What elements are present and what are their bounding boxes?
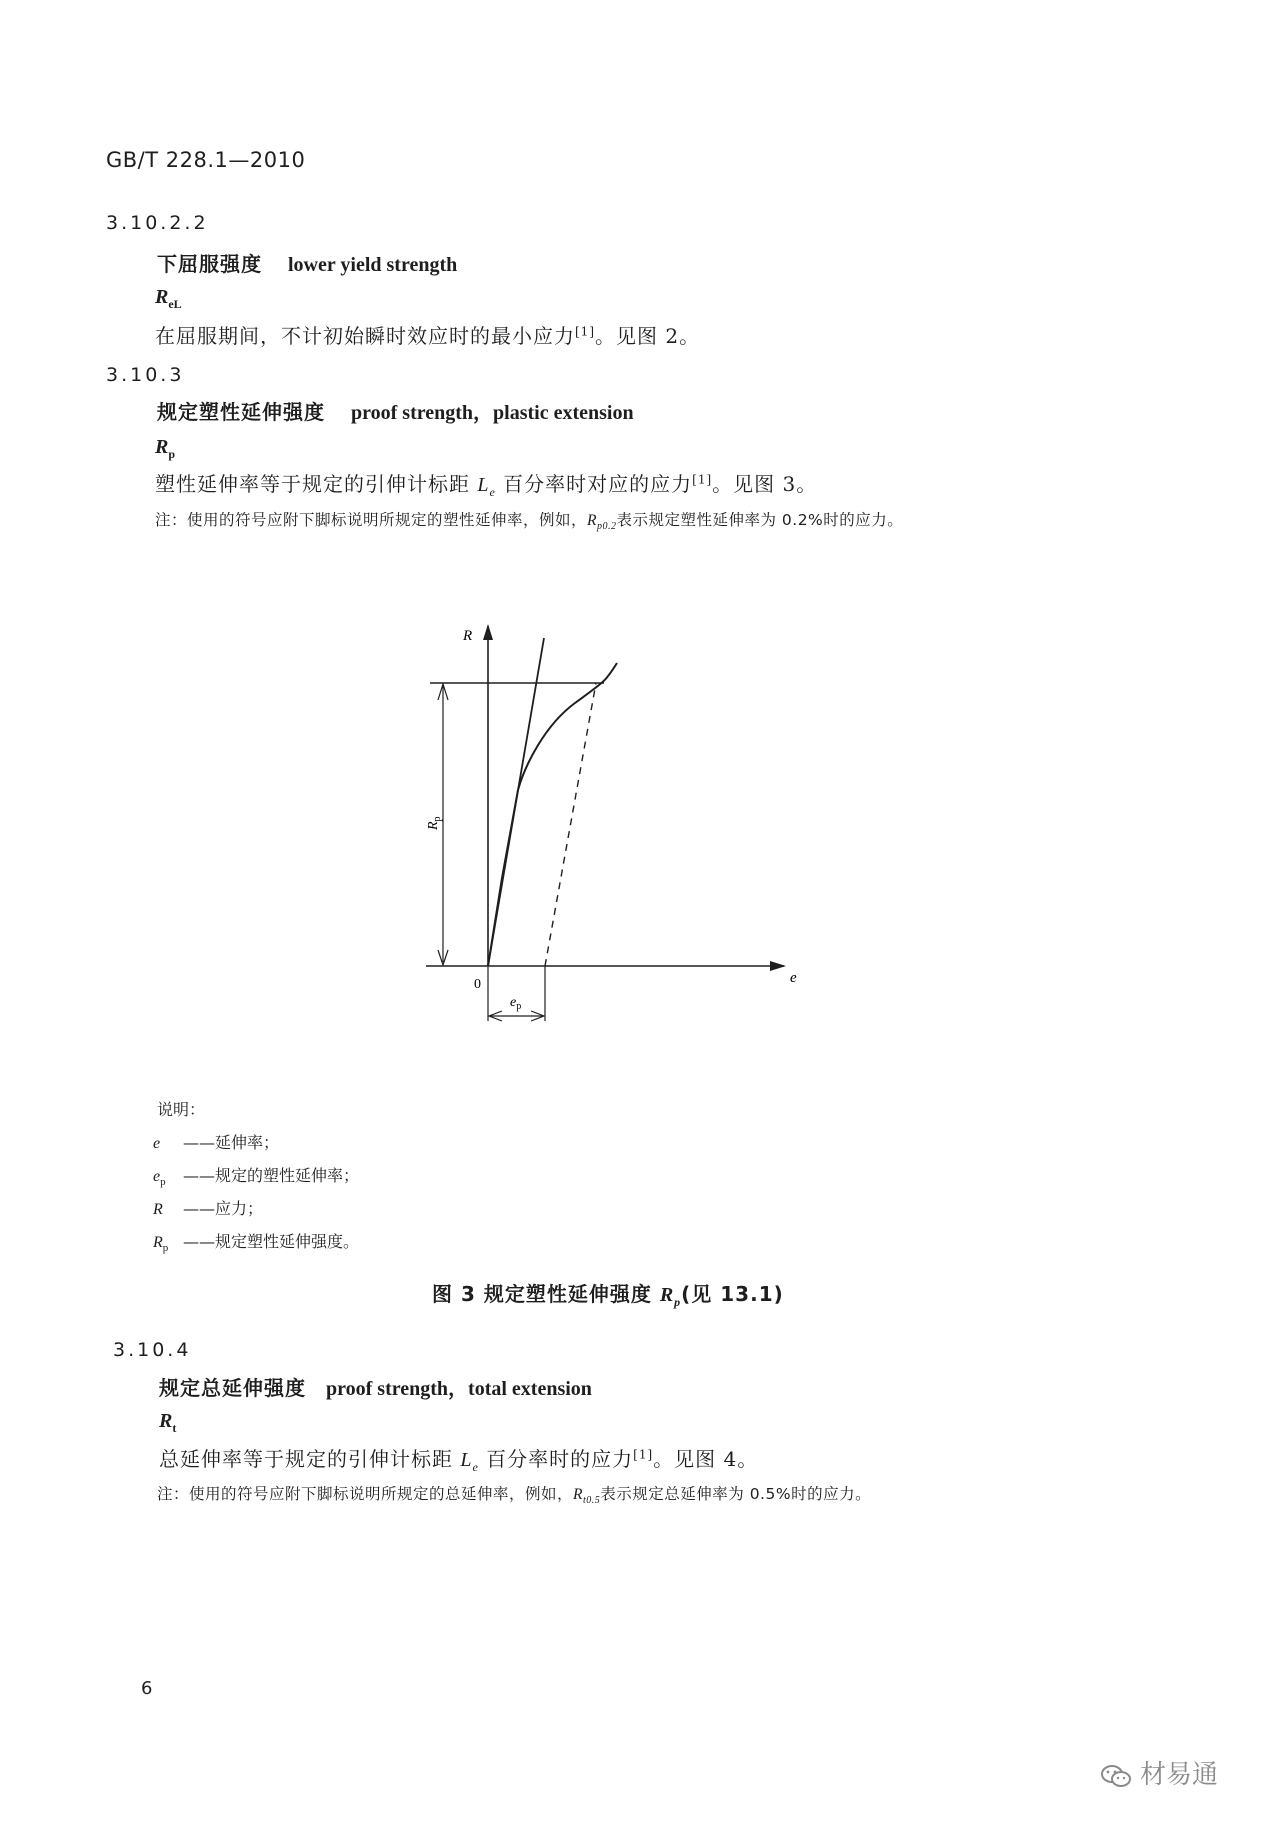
figure-caption: 图 3 规定塑性延伸强度 $R_p$(见 13.1) [432,1282,784,1309]
wechat-icon [1100,1763,1132,1789]
key-title: 说明： [157,1100,206,1119]
note-rp: 注：使用的符号应附下脚标说明所规定的塑性延伸率，例如，$R_{p0.2}$表示规定塑性延伸率为 0.2%时的应力。 [155,511,904,533]
symbol-rp: $R_p$ [155,436,176,461]
term-en: lower yield strength [288,254,458,276]
symbol-rel: $R_{eL}$ [155,286,182,311]
term-proof-strength-total [159,1372,592,1401]
stress-strain-curve [488,663,617,966]
term-proof-strength-plastic [157,396,634,425]
page-number: 6 [141,1678,153,1699]
y-axis-arrow [483,624,493,640]
definition-rp: 塑性延伸率等于规定的引伸计标距 $L_e$ 百分率时对应的应力[1]。见图 3。 [155,472,818,499]
origin-label: 0 [474,977,481,992]
term-lower-yield-strength [157,248,457,277]
term-zh: 下屈服强度 [157,252,262,276]
rp-dimension-label: $R_p$ [426,816,443,830]
figure-3-diagram [400,610,840,1030]
clause-number-3-10-2-2: 3.10.2.2 [106,212,209,234]
reference-marker: [1] [633,1447,654,1462]
x-axis-arrow [770,961,786,971]
definition-rt: 总延伸率等于规定的引伸计标距 $L_e$ 百分率时的应力[1]。见图 4。 [159,1447,759,1474]
clause-number-3-10-4: 3.10.4 [113,1339,192,1361]
term-en: proof strength，total extension [326,1378,592,1400]
watermark: 材易通 [1100,1754,1218,1791]
clause-number-3-10-3: 3.10.3 [106,364,185,386]
key-item-rp: $R_p$ ——规定塑性延伸强度。 [153,1232,360,1255]
definition-rel: 在屈服期间，不计初始瞬时效应时的最小应力[1]。见图 2。 [155,324,701,348]
standard-number: GB/T 228.1—2010 [106,148,306,172]
term-zh: 规定塑性延伸强度 [157,400,325,424]
reference-marker: [1] [692,472,713,487]
x-axis-label: e [790,970,797,986]
symbol-rt: $R_t$ [159,1410,177,1435]
y-axis-label: R [463,628,473,644]
key-item-ep: $e_p$ ——规定的塑性延伸率； [153,1166,360,1189]
key-item-r: R ——应力； [153,1199,264,1218]
term-en: proof strength，plastic extension [351,402,634,424]
ep-dimension-label: $e_p$ [510,995,522,1012]
key-item-e: e ——延伸率； [153,1133,280,1152]
term-zh: 规定总延伸强度 [159,1376,306,1400]
note-rt: 注：使用的符号应附下脚标说明所规定的总延伸率，例如，$R_{t0.5}$表示规定总延伸率为 0.5%时的应力。 [157,1485,872,1507]
reference-marker: [1] [575,324,595,339]
